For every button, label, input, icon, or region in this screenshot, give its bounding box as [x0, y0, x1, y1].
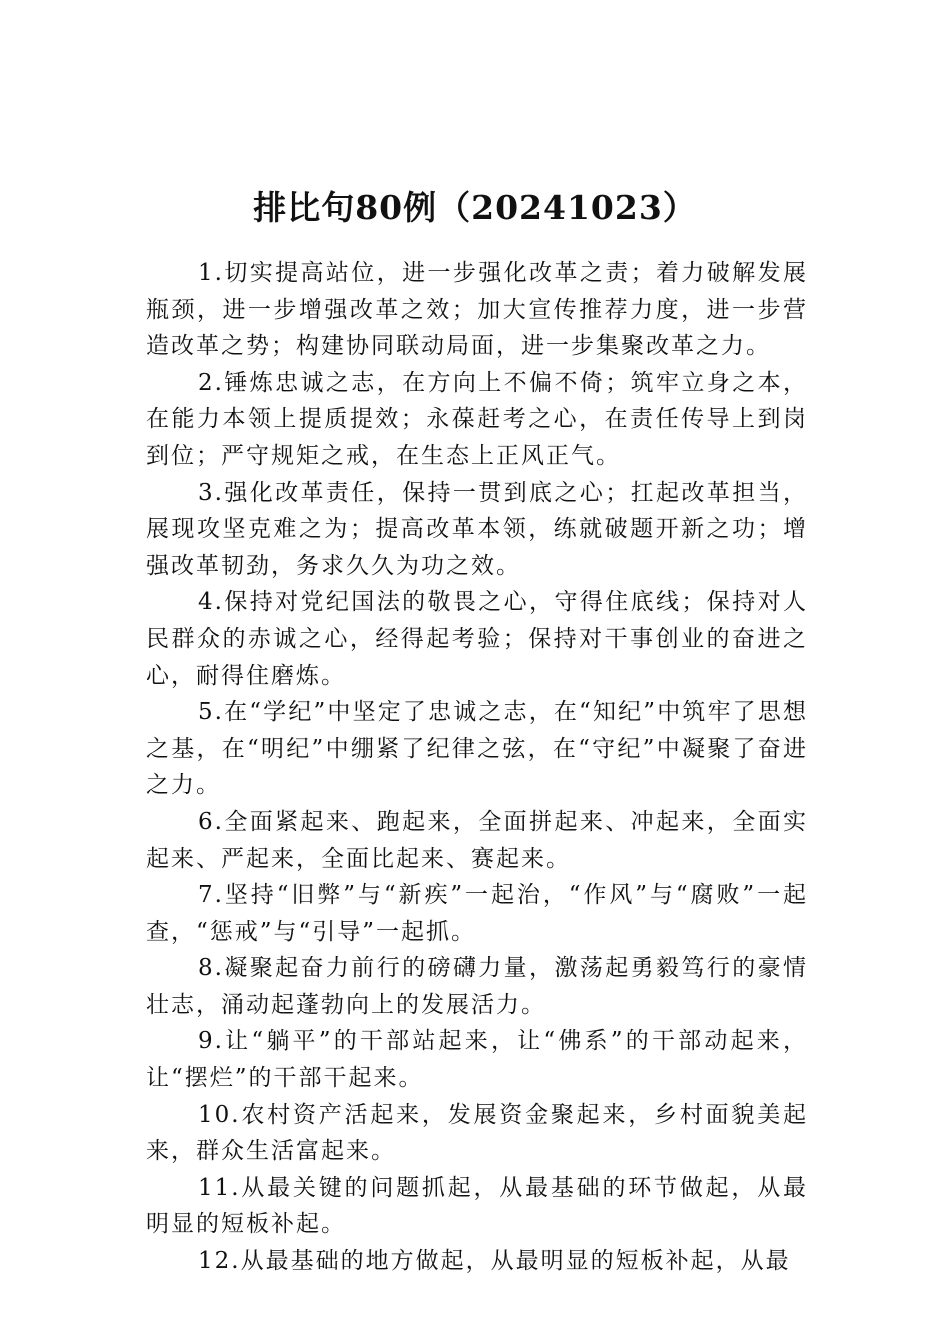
paragraph-12: 12.从最基础的地方做起，从最明显的短板补起，从最 [198, 1248, 791, 1275]
paragraph-6: 6.全面紧起来、跑起来，全面拼起来、冲起来，全面实起来、严起来，全面比起来、赛起来。 [146, 808, 808, 872]
document-body [146, 255, 808, 1280]
paragraph-4: 4.保持对党纪国法的敬畏之心，守得住底线；保持对人民群众的赤诚之心，经得起考验；保持对干事创业的奋进之心，耐得住磨炼。 [146, 589, 808, 689]
paragraph-2: 2.锤炼忠诚之志，在方向上不偏不倚；筑牢立身之本，在能力本领上提质提效；永葆赶考之心，在责任传导上到岗到位；严守规矩之戒，在生态上正风正气。 [146, 369, 808, 469]
paragraph-5: 5.在“学纪”中坚定了忠诚之志，在“知纪”中筑牢了思想之基，在“明纪”中绷紧了纪律之弦，在“守纪”中凝聚了奋进之力。 [146, 699, 808, 799]
document-title: 排比句80例（20241023） [253, 188, 697, 228]
paragraph-1: 1.切实提高站位，进一步强化改革之责；着力破解发展瓶颈，进一步增强改革之效；加大宣传推荐力度，进一步营造改革之势；构建协同联动局面，进一步集聚改革之力。 [146, 260, 808, 360]
paragraph-8: 8.凝聚起奋力前行的磅礴力量，激荡起勇毅笃行的豪情壮志，涌动起蓬勃向上的发展活力。 [146, 955, 808, 1018]
paragraph-3: 3.强化改革责任，保持一贯到底之心；扛起改革担当，展现攻坚克难之为；提高改革本领，练就破题开新之功；增强改革韧劲，务求久久为功之效。 [146, 479, 808, 579]
paragraph-7: 7.坚持“旧弊”与“新疾”一起治，“作风”与“腐败”一起查，“惩戒”与“引导”一起抓。 [146, 882, 808, 945]
paragraph-9: 9.让“躺平”的干部站起来，让“佛系”的干部动起来，让“摆烂”的干部干起来。 [146, 1028, 808, 1092]
paragraph-10: 10.农村资产活起来，发展资金聚起来，乡村面貌美起来，群众生活富起来。 [146, 1101, 808, 1165]
paragraph-11: 11.从最关键的问题抓起，从最基础的环节做起，从最明显的短板补起。 [146, 1174, 808, 1238]
